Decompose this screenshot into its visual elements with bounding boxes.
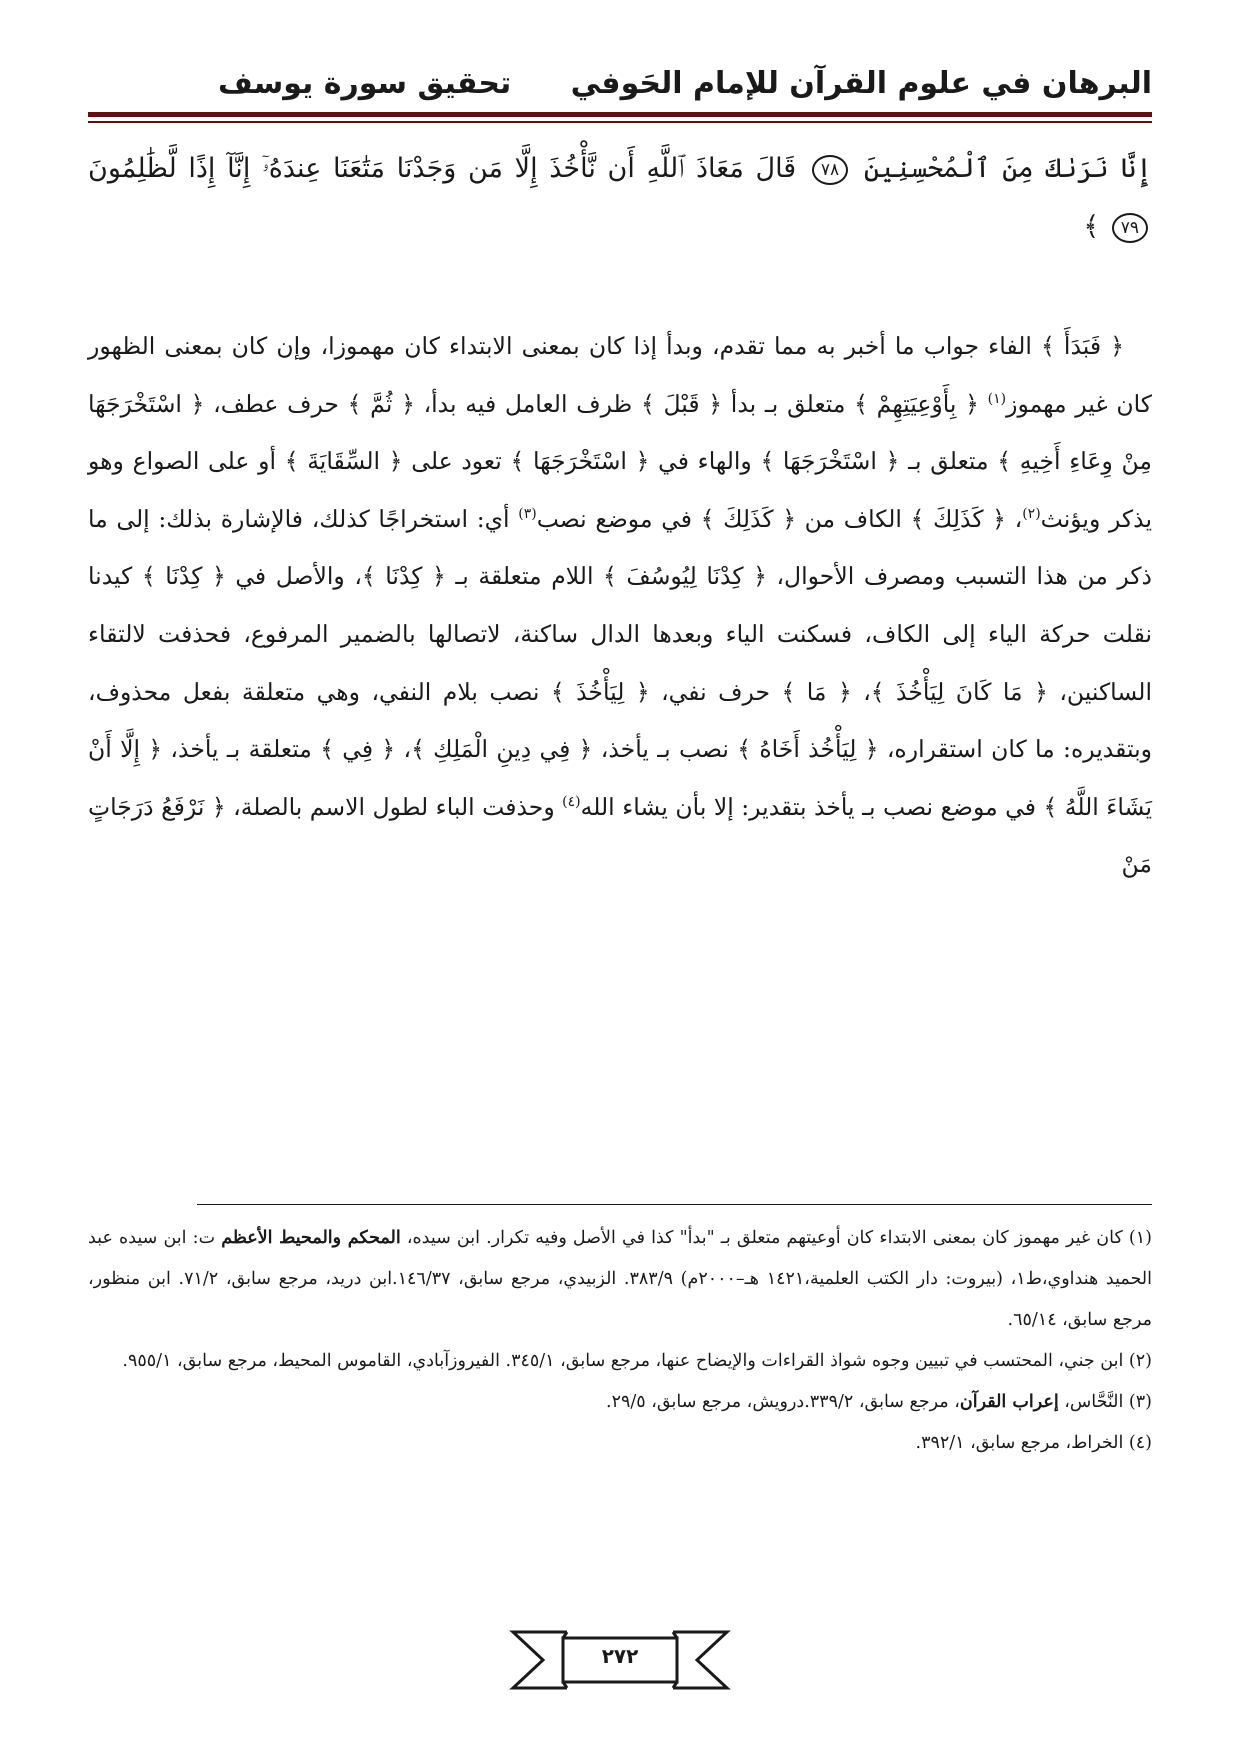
verse-closing-bracket: ﴾ (1083, 211, 1100, 242)
ayah-number-78: ٧٨ (812, 155, 848, 185)
footnote-3-text-end: ، مرجع سابق، ٣٣٩/٢.درويش، مرجع سابق، ٢٩/٥. (606, 1392, 960, 1412)
header-rule-thick (88, 112, 1152, 117)
running-header (88, 66, 1152, 116)
footnote-4 (88, 1423, 1152, 1464)
page-number: ٢٧٢ (601, 1644, 639, 1668)
footnote-ref-2[interactable]: (٢) (1022, 505, 1041, 522)
body-segment-2: ﴿ بِأَوْعِيَتِهِمْ ﴾ متعلق بـ بدأ ﴿ قَبْلَ ﴾ ظرف العامل فيه بدأ، ﴿ ثُمَّ ﴾ حرف عطف، ﴿ اسْتَخْرَجَهَا مِنْ وِعَاءِ أَخِيهِ ﴾ متعلق بـ ﴿ اسْتَخْرَجَهَا ﴾ والهاء في ﴿ اسْتَخْرَجَهَا ﴾ تعود على ﴿ السِّقَايَةَ ﴾ أو على الصواع وهو يذكر ويؤنث (88, 389, 1152, 533)
footnote-separator (197, 1204, 1152, 1205)
footnote-4-text: (٤) الخراط، مرجع سابق، ٣٩٢/١. (915, 1433, 1152, 1453)
footnote-3 (88, 1382, 1152, 1423)
footnote-3-book-title: إعراب القرآن (959, 1392, 1059, 1412)
footnote-ref-3[interactable]: (٣) (518, 505, 537, 522)
quran-verse (88, 140, 1152, 256)
footnote-1-text-end: ت: ابن سيده عبد الحميد هنداوي،ط١، (بيروت: دار الكتب العلمية،١٤٢١ هـ–٢٠٠٠م) ٣٨٣/٩. الزبيدي، مرجع سابق، ١٤٦/٣٧.ابن دريد، مرجع سابق، ٧١/٢. ابن منظور، مرجع سابق، ٦٥/١٤. (88, 1228, 1152, 1330)
footnote-1-text: (١) كان غير مهموز كان بمعنى الابتداء كان أوعيتهم متعلق بـ "بدأ" كذا في الأصل وفيه تكرار. ابن سيده، (400, 1228, 1152, 1248)
commentary-paragraph (88, 318, 1152, 894)
header-rule-thin (88, 121, 1152, 123)
footnote-2 (88, 1341, 1152, 1382)
body-segment-4: أي: استخراجًا كذلك، فالإشارة بذلك: إلى ما ذكر من هذا التسبب ومصرف الأحوال، ﴿ كِدْنَا لِيُوسُفَ ﴾ اللام متعلقة بـ ﴿ كِدْنَا ﴾، والأصل في ﴿ كِدْنَا ﴾ كيدنا نقلت حركة الياء إلى الكاف، فسكنت الياء وبعدها الدال ساكنة، لاتصالها بالضمير المرفوع، فحذفت لالتقاء الساكنين، ﴿ مَا كَانَ لِيَأْخُذَ ﴾، ﴿ مَا ﴾ حرف نفي، ﴿ لِيَأْخُذَ ﴾ نصب بلام النفي، وهي متعلقة بفعل محذوف، وبتقديره: ما كان استقراره، ﴿ لِيَأْخُذ أَخَاهُ ﴾ نصب بـ يأخذ، ﴿ فِي دِينِ الْمَلِكِ ﴾، ﴿ فِي ﴾ متعلقة بـ يأخذ، ﴿ إِلَّا أَنْ يَشَاءَ اللَّهُ ﴾ في موضع نصب بـ يأخذ بتقدير: إلا بأن يشاء الله (88, 504, 1152, 821)
section-title: تحقيق سورة يوسف (218, 66, 512, 101)
footnote-ref-4[interactable]: (٤) (562, 793, 581, 810)
page-number-ribbon (505, 1620, 735, 1700)
footnote-ref-1[interactable]: (١) (987, 390, 1007, 407)
footnote-2-text: (٢) ابن جني، المحتسب في تبيين وجوه شواذ القراءات والإيضاح عنها، مرجع سابق، ٣٤٥/١. الفيروزآبادي، القاموس المحيط، مرجع سابق، ٩٥٥/١. (122, 1351, 1152, 1371)
verse-part-2: قَالَ مَعَاذَ ٱللَّهِ أَن نَّأْخُذَ إِلَّا مَن وَجَدْنَا مَتَٰعَنَا عِندَهُۥٓ إِنَّآ إِذًا لَّظَٰلِمُونَ (88, 153, 797, 184)
body-segment-1: ﴿ فَبَدَأَ ﴾ الفاء جواب ما أخبر به مما تقدم، وبدأ إذا كان بمعنى الابتداء كان مهموزا، وإن كان بمعنى الظهور كان غير مهموز (88, 332, 1152, 418)
verse-part-1: إِنَّا نَرَىٰكَ مِنَ ٱلْمُحْسِنِينَ (863, 153, 1152, 184)
book-title: البرهان في علوم القرآن للإمام الحَوفي (570, 66, 1152, 101)
commentary-body (88, 318, 1152, 894)
body-segment-3: ، ﴿ كَذَلِكَ ﴾ الكاف من ﴿ كَذَلِكَ ﴾ في موضع نصب (536, 504, 1023, 533)
footnote-3-text: (٣) النَّحَّاس، (1058, 1392, 1152, 1412)
footnote-1 (88, 1218, 1152, 1341)
body-segment-5: وحذفت الباء لطول الاسم بالصلة، ﴿ نَرْفَعُ دَرَجَاتٍ مَنْ (88, 792, 1152, 879)
footnote-1-book-title: المحكم والمحيط الأعظم (221, 1228, 401, 1248)
ayah-number-79: ٧٩ (1112, 213, 1148, 243)
footnotes (88, 1218, 1152, 1464)
